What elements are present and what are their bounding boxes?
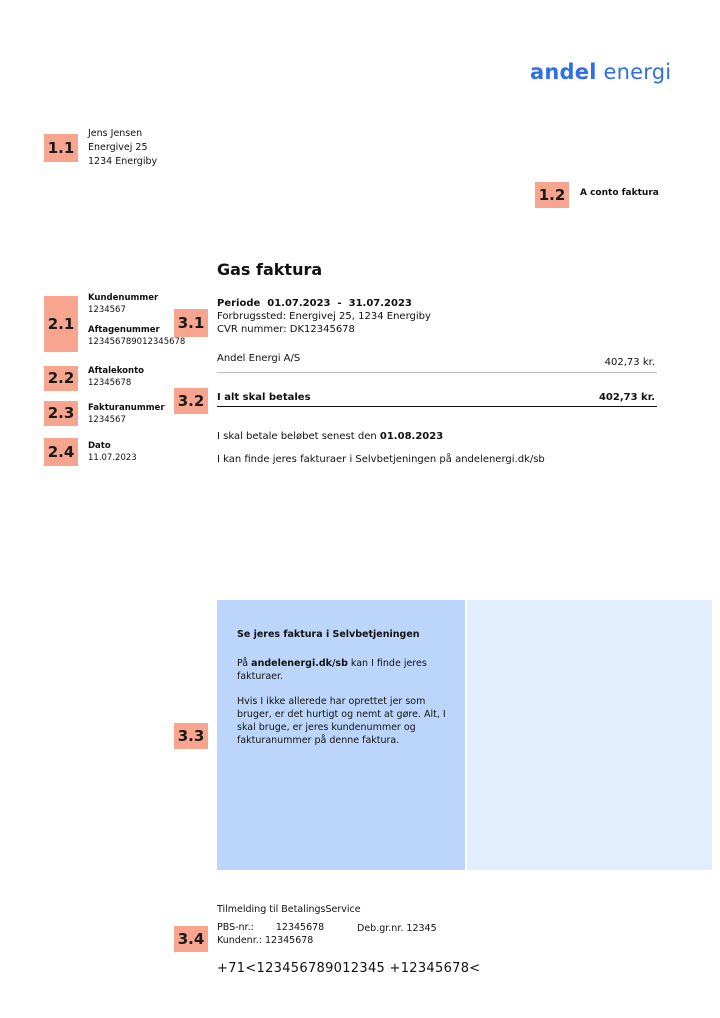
selfservice-box-secondary	[467, 600, 712, 870]
recipient-street: Energivej 25	[88, 142, 148, 153]
selfservice-heading: Se jeres faktura i Selvbetjeningen	[237, 629, 420, 640]
section-tag-3-2: 3.2	[174, 388, 208, 414]
invoice-number-label: Fakturanummer	[88, 403, 165, 413]
selfservice-link[interactable]: andelenergi.dk/sb	[251, 658, 348, 669]
supply-address: Forbrugssted: Energivej 25, 1234 Energiby	[217, 311, 431, 322]
due-date-line	[217, 430, 443, 443]
period-separator: -	[337, 298, 342, 309]
ocr-payment-line: +71<123456789012345 +12345678<	[217, 961, 481, 976]
section-tag-2-2: 2.2	[44, 366, 78, 391]
debgr-row	[357, 923, 437, 934]
period-from: 01.07.2023	[267, 298, 331, 309]
kundenr-label: Kundenr.:	[217, 935, 262, 946]
period-to: 31.07.2023	[348, 298, 412, 309]
section-tag-3-4: 3.4	[174, 926, 208, 952]
section-tag-2-4: 2.4	[44, 438, 78, 466]
debgr-label: Deb.gr.nr.	[357, 923, 404, 934]
agreement-account-info	[88, 365, 144, 389]
section-tag-2-1: 2.1	[44, 296, 78, 352]
period-label: Periode	[217, 298, 261, 309]
total-amount: 402,73 kr.	[598, 392, 655, 403]
line-item-divider	[217, 372, 657, 373]
invoice-type: A conto faktura	[580, 188, 659, 198]
line-item-amount: 402,73 kr.	[604, 357, 655, 368]
debgr-value: 12345	[406, 923, 437, 934]
brand-logo	[530, 60, 671, 84]
line-item-description: Andel Energi A/S	[217, 353, 301, 364]
betalingsservice-heading: Tilmelding til BetalingsService	[217, 904, 361, 915]
section-tag-3-3: 3.3	[174, 723, 208, 749]
period-block	[217, 297, 657, 336]
brand-logo-regular: energi	[603, 60, 672, 84]
section-tag-2-3: 2.3	[44, 401, 78, 426]
meter-number-label: Aftagenummer	[88, 325, 160, 335]
total-divider	[217, 406, 657, 407]
invoice-number: 1234567	[88, 415, 126, 425]
selfservice-p1-prefix: På	[237, 658, 249, 669]
customer-number-label: Kundenummer	[88, 293, 159, 303]
date-label: Dato	[88, 441, 111, 451]
pbs-label: PBS-nr.:	[217, 922, 254, 933]
selfservice-paragraph-2: Hvis I ikke allerede har oprettet jer som bruger, er det hurtigt og nemt at gøre. Alt, I skal bruge, er jeres kundenummer og fakturanummer på denne faktura.	[237, 696, 446, 746]
betalingsservice-details	[217, 921, 324, 947]
selfservice-paragraph-1	[237, 657, 452, 683]
section-tag-1-2: 1.2	[535, 182, 569, 208]
total-label: I alt skal betales	[217, 392, 311, 403]
meter-number: 123456789012345678	[88, 337, 186, 347]
invoice-number-info	[88, 402, 165, 426]
section-tag-1-1: 1.1	[44, 134, 78, 162]
recipient-name: Jens Jensen	[88, 128, 143, 139]
date-info	[88, 440, 137, 464]
customer-number: 1234567	[88, 305, 126, 315]
section-tag-3-1: 3.1	[174, 309, 208, 337]
invoice-title: Gas faktura	[217, 260, 323, 279]
kundenr-row	[217, 934, 324, 947]
customer-info	[88, 292, 185, 348]
selfservice-content	[237, 628, 452, 747]
cvr-number: CVR nummer: DK12345678	[217, 324, 355, 335]
brand-logo-bold: andel	[530, 60, 597, 84]
agreement-account-label: Aftalekonto	[88, 366, 144, 376]
agreement-account: 12345678	[88, 378, 132, 388]
period-line	[217, 297, 657, 310]
due-date: 01.08.2023	[379, 431, 444, 442]
pbs-row	[217, 921, 324, 934]
pbs-value: 12345678	[275, 922, 325, 933]
kundenr-value: 12345678	[264, 935, 314, 946]
recipient-address	[88, 127, 157, 169]
due-date-text: I skal betale beløbet senest den	[217, 431, 377, 442]
archive-note: I kan finde jeres fakturaer i Selvbetjeningen på andelenergi.dk/sb	[217, 454, 545, 465]
invoice-date: 11.07.2023	[88, 453, 137, 463]
recipient-city: 1234 Energiby	[88, 156, 158, 167]
selfservice-p1-suffix: kan I finde jeres fakturaer.	[237, 658, 427, 682]
